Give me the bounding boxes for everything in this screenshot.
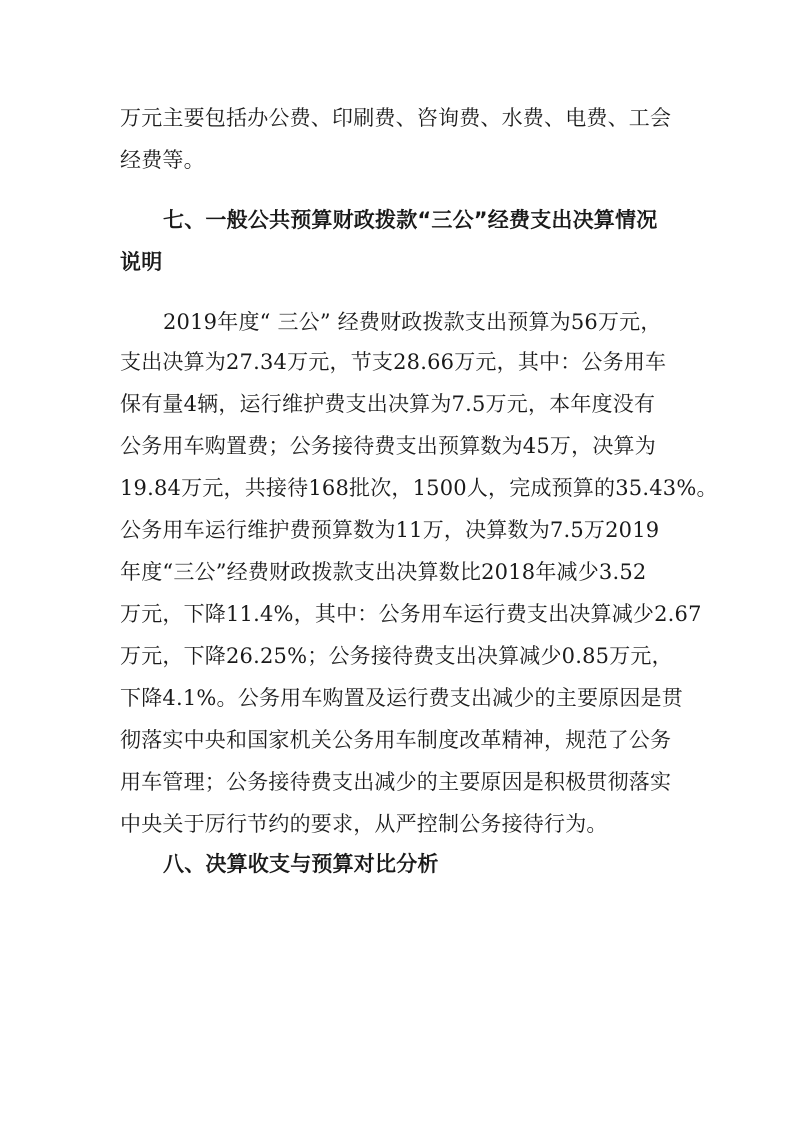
paragraph-line: 经费等。 — [120, 148, 205, 172]
paragraph-line: 2019年度“ 三公” 经费财政拨款支出预算为56万元， — [163, 310, 662, 334]
paragraph-line: 公务用车运行维护费预算数为11万，决算数为7.5万2019 — [120, 518, 660, 542]
paragraph-line: 公务用车购置费；公务接待费支出预算数为45万，决算为 — [120, 434, 656, 458]
paragraph-line: 万元主要包括办公费、印刷费、咨询费、水费、电费、工会 — [120, 106, 672, 130]
section-heading-8: 八、决算收支与预算对比分析 — [163, 852, 439, 876]
paragraph-line: 下降4.1%。公务用车购置及运行费支出减少的主要原因是贯 — [120, 686, 683, 710]
paragraph-line: 用车管理；公务接待费支出减少的主要原因是积极贯彻落实 — [120, 770, 672, 794]
paragraph-line: 19.84万元，共接待168批次，1500人，完成预算的35.43%。 — [120, 476, 718, 500]
paragraph-line: 万元，下降26.25%；公务接待费支出决算减少0.85万元， — [120, 644, 673, 668]
paragraph-line: 彻落实中央和国家机关公务用车制度改革精神，规范了公务 — [120, 728, 672, 752]
paragraph-line: 年度“三公”经费财政拨款支出决算数比2018年减少3.52 — [120, 560, 647, 584]
paragraph-line: 中央关于厉行节约的要求，从严控制公务接待行为。 — [120, 812, 608, 836]
section-heading-7-cont: 说明 — [120, 250, 163, 274]
paragraph-line: 万元，下降11.4%，其中：公务用车运行费支出决算减少2.67 — [120, 602, 702, 626]
section-heading-7: 七、一般公共预算财政拨款“三公”经费支出决算情况 — [163, 208, 658, 232]
paragraph-line: 保有量4辆，运行维护费支出决算为7.5万元，本年度没有 — [120, 392, 656, 416]
paragraph-line: 支出决算为27.34万元，节支28.66万元，其中：公务用车 — [120, 350, 667, 374]
